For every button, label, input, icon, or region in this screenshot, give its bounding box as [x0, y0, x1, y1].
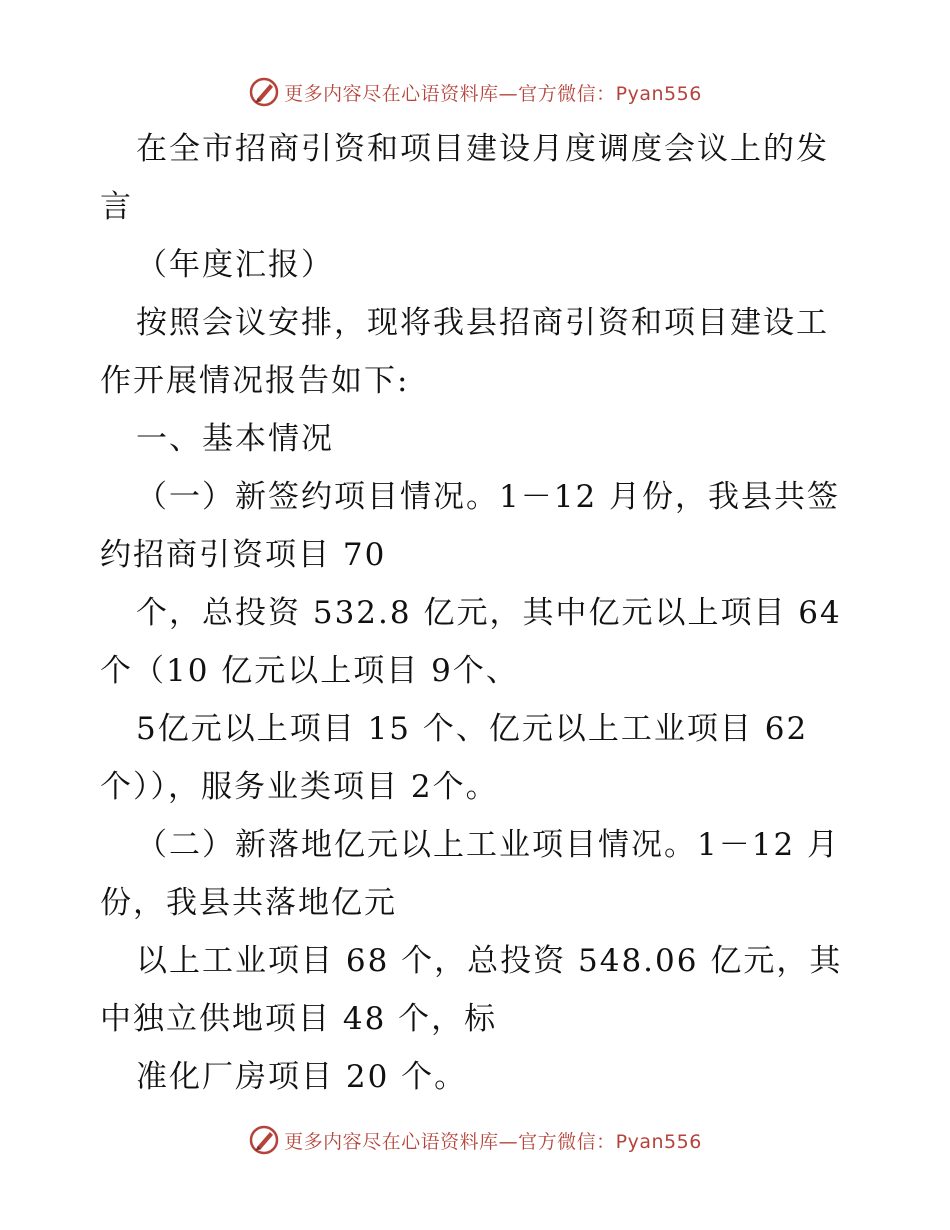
banner-text: 更多内容尽在心语资料库—官方微信：Pyan556 [284, 82, 702, 105]
section-heading: 一、基本情况 [136, 421, 334, 457]
paragraph-line: 以上工业项目 68 个，总投资 548.06 亿元，其 [136, 943, 843, 979]
paragraph-line: 5亿元以上项目 15 个、亿元以上工业项目 62 [136, 711, 809, 747]
title-line-1: 在全市招商引资和项目建设月度调度会议上的发 [136, 131, 829, 167]
pen-logo-icon [248, 76, 280, 108]
paragraph-line: 按照会议安排，现将我县招商引资和项目建设工 [136, 305, 829, 341]
paragraph-line: 约招商引资项目 70 [100, 537, 387, 573]
paragraph-line: 份，我县共落地亿元 [100, 885, 397, 921]
paragraph-line: （二）新落地亿元以上工业项目情况。1－12 月 [136, 827, 841, 863]
footer-watermark-banner [0, 1118, 950, 1162]
subtitle: （年度汇报） [136, 247, 334, 283]
paragraph-line: （一）新签约项目情况。1－12 月份，我县共签 [136, 479, 841, 515]
paragraph-line: 准化厂房项目 20 个。 [136, 1059, 468, 1095]
paragraph-line: 中独立供地项目 48 个，标 [100, 1001, 498, 1037]
document-body [100, 120, 860, 1106]
header-watermark-banner [0, 70, 950, 114]
banner-text: 更多内容尽在心语资料库—官方微信：Pyan556 [284, 1130, 702, 1153]
paragraph-line: 个）），服务业类项目 2个。 [100, 769, 499, 805]
paragraph-line: 个，总投资 532.8 亿元，其中亿元以上项目 64 [136, 595, 842, 631]
paragraph-line: 作开展情况报告如下: [100, 363, 410, 399]
paragraph-line: 个（10 亿元以上项目 9个、 [100, 653, 519, 689]
title-line-2: 言 [100, 189, 133, 225]
pen-logo-icon [248, 1124, 280, 1156]
